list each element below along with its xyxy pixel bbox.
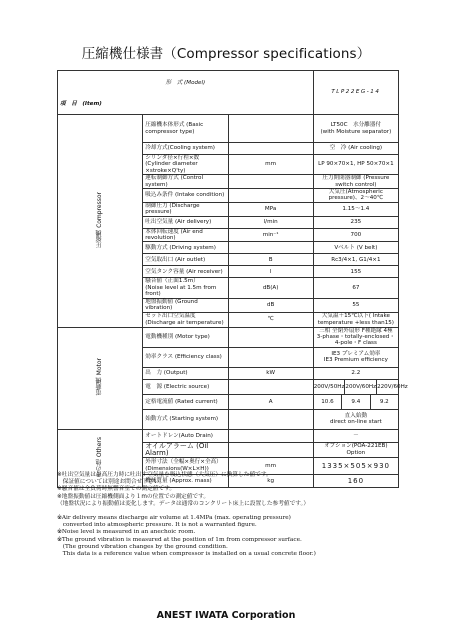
row-unit: min⁻¹ xyxy=(228,228,313,242)
row-item-label: セット出口空気温度 (Discharge air temperature) xyxy=(143,312,228,327)
row-item-label: シリンダ径×行程×数 (Cylinder diameter ×stroke×Q'ty) xyxy=(143,155,228,175)
row-value: 2.2 xyxy=(313,367,398,379)
row-unit xyxy=(228,115,313,143)
row-value: 大気圧(Atmospheric pressure)、2～40℃ xyxy=(313,189,398,203)
row-item-label: 冷却方式(Cooling system) xyxy=(143,143,228,155)
row-unit: dB xyxy=(228,298,313,312)
row-item-label: 駆動方式 (Driving system) xyxy=(143,242,228,254)
note-en: ※The ground vibration is measured at the position of 1m from compressor surface. xyxy=(57,536,302,543)
row-value: 直入始動 direct on-line start xyxy=(313,409,398,429)
page-title: 圧縮機仕様書（Compressor specifications） xyxy=(81,46,371,62)
row-value: 155 xyxy=(313,266,398,278)
row-unit: A xyxy=(228,394,313,409)
row-unit: l/min xyxy=(228,216,313,228)
row-unit: MPa xyxy=(228,202,313,216)
row-item-label: 地盤振動値 (Ground vibration) xyxy=(143,298,228,312)
note-jp: ※吐出空気量は最高圧力時に吐出す空気量を吸込状態（大気圧）に換算した値です。 xyxy=(57,472,272,478)
row-value: 1.15～1.4 xyxy=(313,202,398,216)
note-en: ※Air delivery means discharge air volume at 1.4MPa (max. operating pressure) xyxy=(57,515,291,522)
electric-source-cell: 200V/50Hz xyxy=(313,383,345,390)
row-item-label: 制御圧力 (Discharge pressure) xyxy=(143,202,228,216)
row-item-label: 空気取出口 (Air outlet) xyxy=(143,254,228,266)
company-name: ANEST IWATA Corporation xyxy=(156,610,296,621)
row-value: 三相 全閉外扇形 F種絶縁 4極 3-phase・totally-enclosed・4-pole・F class xyxy=(313,327,398,347)
row-item-label: 吐出空気量 (Air delivery) xyxy=(143,216,228,228)
note-jp: ※騒音値は全負荷時無響音室での測定値です。 xyxy=(57,486,176,493)
item-header-label: 項 目 (Item) xyxy=(58,95,314,115)
row-value: オプション(POA-221EB) Option xyxy=(313,442,398,457)
row-value xyxy=(313,394,398,409)
row-value xyxy=(313,379,408,394)
row-unit xyxy=(228,409,313,429)
row-item-label: 圧縮機本体形式 (Basic compressor type) xyxy=(143,115,228,143)
row-item-label: オイルアラーム (Oil Alarm) xyxy=(143,442,228,457)
row-unit xyxy=(228,442,313,457)
row-value: 160 xyxy=(313,474,398,487)
row-item-label: 運転制御方式 (Control system) xyxy=(143,175,228,189)
row-unit: l xyxy=(228,266,313,278)
model-value: TLP22EG-14 xyxy=(313,71,398,115)
row-unit: mm xyxy=(228,155,313,175)
row-unit: mm xyxy=(228,457,313,474)
row-unit xyxy=(228,379,313,394)
section-motor-label: 電動機 Motor xyxy=(95,358,103,396)
row-unit xyxy=(228,242,313,254)
section-compressor xyxy=(58,115,143,328)
note-en: ※Noise level is measured in an anechoic room. xyxy=(57,529,196,536)
row-unit xyxy=(228,327,313,347)
note-jp: ※地盤振動値は圧縮機側面より１mの位置での測定値です。 xyxy=(57,493,210,500)
row-unit: B xyxy=(228,254,313,266)
row-value: Rc3/4×1, G1/4×1 xyxy=(313,254,398,266)
rated-current-cell: 10.6 xyxy=(321,398,334,405)
row-item-label: 外形寸法（全幅×奥行×全高） (Dimensions(W×L×H)) xyxy=(143,457,228,474)
row-unit: kg xyxy=(228,474,313,487)
row-value: 圧力開閉器制御 (Pressure switch control) xyxy=(313,175,398,189)
electric-source-cell: 200V/60Hz xyxy=(344,380,376,394)
note-jp: （地盤状況により振動値は変化します。データは通常のコンクリート床上に設置した参考値です。） xyxy=(57,500,310,507)
row-item-label: 定格電流値 (Rated current) xyxy=(143,394,228,409)
spec-table xyxy=(57,70,408,488)
row-value: Vベルト (V belt) xyxy=(313,242,398,254)
row-unit: dB(A) xyxy=(228,278,313,298)
row-value: 大気温＋15℃以下( Intake temperature +less than15) xyxy=(313,312,398,327)
row-item-label: 始動方式 (Starting system) xyxy=(143,409,228,429)
row-unit xyxy=(228,429,313,442)
row-item-label: 電動機種別 (Motor type) xyxy=(143,327,228,347)
section-compressor-label: 圧縮機 Compressor xyxy=(95,191,103,248)
note-en: converted into atmospheric pressure. It is not a warranted figure. xyxy=(57,522,257,529)
row-item-label: 効率クラス (Efficiency class) xyxy=(143,347,228,367)
row-item-label: 吸込み条件 (Intake condition) xyxy=(143,189,228,203)
row-value: 1335×505×930 xyxy=(313,457,398,474)
note-en: (The ground vibration changes by the ground condition. xyxy=(57,543,228,550)
row-item-label: 電 源 (Electric source) xyxy=(143,379,228,394)
note-en: This data is a reference value when compressor is installed on a usual concrete floor.) xyxy=(57,551,316,558)
row-value: 55 xyxy=(313,298,398,312)
row-value: 235 xyxy=(313,216,398,228)
row-value: 67 xyxy=(313,278,398,298)
section-others-label: その他 Others xyxy=(95,436,103,478)
row-unit: ℃ xyxy=(228,312,313,327)
notes-section xyxy=(57,472,402,558)
row-unit xyxy=(228,189,313,203)
row-value: 空 冷 (Air cooling) xyxy=(313,143,398,155)
row-value: － xyxy=(313,429,398,442)
row-item-label: 機械質量 (Approx. mass) xyxy=(143,474,228,487)
row-item-label: 騒音値（正面1.5m） (Noise level at 1.5m from front) xyxy=(143,278,228,298)
row-value: LT50C 水分離器付 (with Moisture separator) xyxy=(313,115,398,143)
rated-current-cell: 9.4 xyxy=(341,395,369,409)
row-value: 700 xyxy=(313,228,398,242)
row-value: LP 90×70×1, HP 50×70×1 xyxy=(313,155,398,175)
electric-source-cell: 220V/60Hz xyxy=(376,380,408,394)
row-item-label: 本体回転速度 (Air end revolution) xyxy=(143,228,228,242)
row-unit xyxy=(228,347,313,367)
note-jp: 保証値については別途お問合せ下さい。 xyxy=(57,479,165,486)
row-unit xyxy=(228,175,313,189)
row-item-label: 出 力 (Output) xyxy=(143,367,228,379)
row-value: IE3 プレミアム効率 IE3 Premium efficiency xyxy=(313,347,398,367)
model-header-label: 形 式 (Model) xyxy=(58,71,314,95)
row-item-label: オートドレン(Auto Drain) xyxy=(143,429,228,442)
row-item-label: 空気タンク容量 (Air receiver) xyxy=(143,266,228,278)
rated-current-cell: 9.2 xyxy=(370,395,398,409)
section-motor xyxy=(58,327,143,429)
row-unit: kW xyxy=(228,367,313,379)
row-unit xyxy=(228,143,313,155)
